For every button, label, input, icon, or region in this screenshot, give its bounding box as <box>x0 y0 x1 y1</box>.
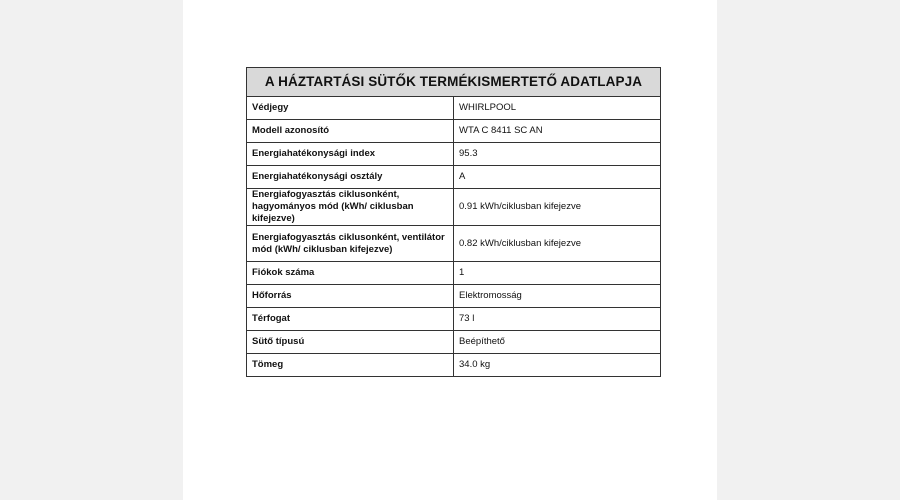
row-label: Hőforrás <box>247 285 454 308</box>
row-label: Energiahatékonysági index <box>247 143 454 166</box>
row-value: Beépíthető <box>454 331 661 354</box>
row-label: Energiafogyasztás ciklusonként, hagyományos mód (kWh/ ciklusban kifejezve) <box>247 189 454 226</box>
table-row-consumption-conventional <box>247 189 661 226</box>
table-row-energy-index <box>247 143 661 166</box>
table-row-oven-type <box>247 331 661 354</box>
table-title: A HÁZTARTÁSI SÜTŐK TERMÉKISMERTETŐ ADATLAPJA <box>247 68 661 97</box>
row-value: 0.82 kWh/ciklusban kifejezve <box>454 226 661 262</box>
row-label: Energiahatékonysági osztály <box>247 166 454 189</box>
row-value: 0.91 kWh/ciklusban kifejezve <box>454 189 661 226</box>
row-value: WHIRLPOOL <box>454 97 661 120</box>
table-row-heat-source <box>247 285 661 308</box>
row-value: Elektromosság <box>454 285 661 308</box>
row-value: 73 l <box>454 308 661 331</box>
row-value: WTA C 8411 SC AN <box>454 120 661 143</box>
table-header-row <box>247 68 661 97</box>
row-label: Térfogat <box>247 308 454 331</box>
row-value: A <box>454 166 661 189</box>
row-label: Sütő típusú <box>247 331 454 354</box>
table-row-brand <box>247 97 661 120</box>
row-value: 95.3 <box>454 143 661 166</box>
row-label: Védjegy <box>247 97 454 120</box>
table-row-volume <box>247 308 661 331</box>
row-label: Modell azonosító <box>247 120 454 143</box>
table-row-weight <box>247 354 661 377</box>
table-row-model <box>247 120 661 143</box>
row-label: Tömeg <box>247 354 454 377</box>
table-row-cavities <box>247 262 661 285</box>
table-row-consumption-fan <box>247 226 661 262</box>
row-label: Energiafogyasztás ciklusonként, ventilátor mód (kWh/ ciklusban kifejezve) <box>247 226 454 262</box>
product-fiche-table <box>246 67 661 377</box>
row-label: Fiókok száma <box>247 262 454 285</box>
row-value: 34.0 kg <box>454 354 661 377</box>
row-value: 1 <box>454 262 661 285</box>
table-row-energy-class <box>247 166 661 189</box>
